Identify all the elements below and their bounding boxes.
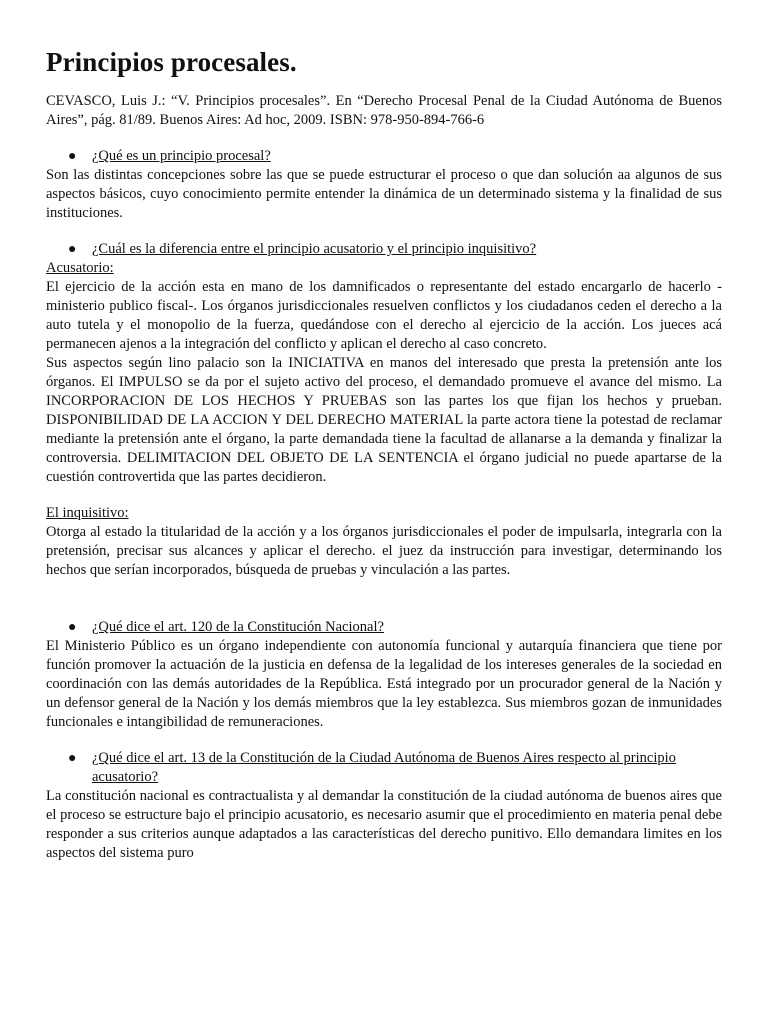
bullet-icon: ● xyxy=(68,242,77,257)
citation-paragraph: CEVASCO, Luis J.: “V. Principios procesales”. En “Derecho Procesal Penal de la Ciudad Autónoma de Buenos Aires”, pág. 81/89. Buenos Aires: Ad hoc, 2009. ISBN: 978-950-894-766-6 xyxy=(46,93,722,128)
spacer xyxy=(46,487,722,504)
inquisitivo-paragraph: Otorga al estado la titularidad de la acción y a los órganos jurisdiccionales el poder de impulsarla, integrarla con la pretensión, precisar sus alcances y aplicar el derecho. el juez da instrucción para investigar, determinando los hechos que serían incorporados, búsqueda de pruebas y vinculación a las partes. xyxy=(46,524,722,578)
answer-art-120: El Ministerio Público es un órgano independiente con autonomía funcional y autarquía financiera que tiene por función promover la actuación de la justicia en defensa de la legalidad de los intereses generales de la sociedad en coordinación con las demás autoridades de la República. Está integrado por un procurador general de la Nación y un defensor general de la Nación y los demás miembros que la ley establezca. Sus miembros gozan de inmunidades funcionales e intangibilidad de remuneraciones. xyxy=(46,638,722,730)
document-content xyxy=(46,46,722,863)
question-text: ¿Qué dice el art. 13 de la Constitución de la Ciudad Autónoma de Buenos Aires respecto al principio acusatorio? xyxy=(92,750,676,785)
answer-art-13: La constitución nacional es contractualista y al demandar la constitución de la ciudad autónoma de buenos aires que el proceso se estructure bajo el principio acusatorio, es necesario asumir que el procedimiento en materia penal debe responder a sus criterios aunque adaptados a las características del derecho punitivo. Ello demandara limites en los aspectos del sistema puro xyxy=(46,788,722,861)
question-text: ¿Qué dice el art. 120 de la Constitución Nacional? xyxy=(92,619,384,635)
answer-principio-procesal: Son las distintas concepciones sobre las que se puede estructurar el proceso o que dan solución aa algunos de sus aspectos básicos, cuyo conocimiento permite entender la dinámica de un determinado sistema y la finalidad de sus instituciones. xyxy=(46,167,722,221)
question-art-13 xyxy=(46,749,722,787)
acusatorio-heading: Acusatorio: xyxy=(46,260,114,276)
bullet-icon: ● xyxy=(68,751,77,766)
question-art-120 xyxy=(46,618,722,637)
acusatorio-paragraph-1: El ejercicio de la acción esta en mano de los damnificados o representante del estado encargarlo de hacerlo -ministerio publico fiscal-. Los órganos jurisdiccionales resuelven conflictos y los ciudadanos ceden el derecho a la auto tutela y el monopolio de la fuerza, quedándose con el derecho al ejercicio de la acción. Los jueces acá permanecen ajenos a la integración del conflicto y aplican el derecho al caso concreto. xyxy=(46,279,722,352)
acusatorio-paragraph-2: Sus aspectos según lino palacio son la INICIATIVA en manos del interesado que presta la pretensión ante los órganos. El IMPULSO se da por el sujeto activo del proceso, el demandado promueve el avance del mismo. La INCORPORACION DE LOS HECHOS Y PRUEBAS son las partes los que fijan los hechos y prueban. DISPONIBILIDAD DE LA ACCION Y DEL DERECHO MATERIAL la parte actora tiene la potestad de reclamar mediante la pretensión ante el órgano, la parte demandada tiene la facultad de allanarse a la demanda y finalizar la controversia. DELIMITACION DEL OBJETO DE LA SENTENCIA el órgano judicial no puede apartarse de la cuestión controvertida que las partes decidieron. xyxy=(46,355,722,485)
document-title: Principios procesales. xyxy=(46,47,297,77)
question-principio-procesal xyxy=(46,147,722,166)
question-acusatorio-vs-inquisitivo xyxy=(46,240,722,259)
spacer xyxy=(46,580,722,618)
spacer xyxy=(46,732,722,749)
spacer xyxy=(46,223,722,240)
question-text: ¿Qué es un principio procesal? xyxy=(92,148,271,164)
bullet-icon: ● xyxy=(68,620,77,635)
inquisitivo-heading: El inquisitivo: xyxy=(46,505,129,521)
bullet-icon: ● xyxy=(68,149,77,164)
question-text: ¿Cuál es la diferencia entre el principio acusatorio y el principio inquisitivo? xyxy=(92,241,537,257)
